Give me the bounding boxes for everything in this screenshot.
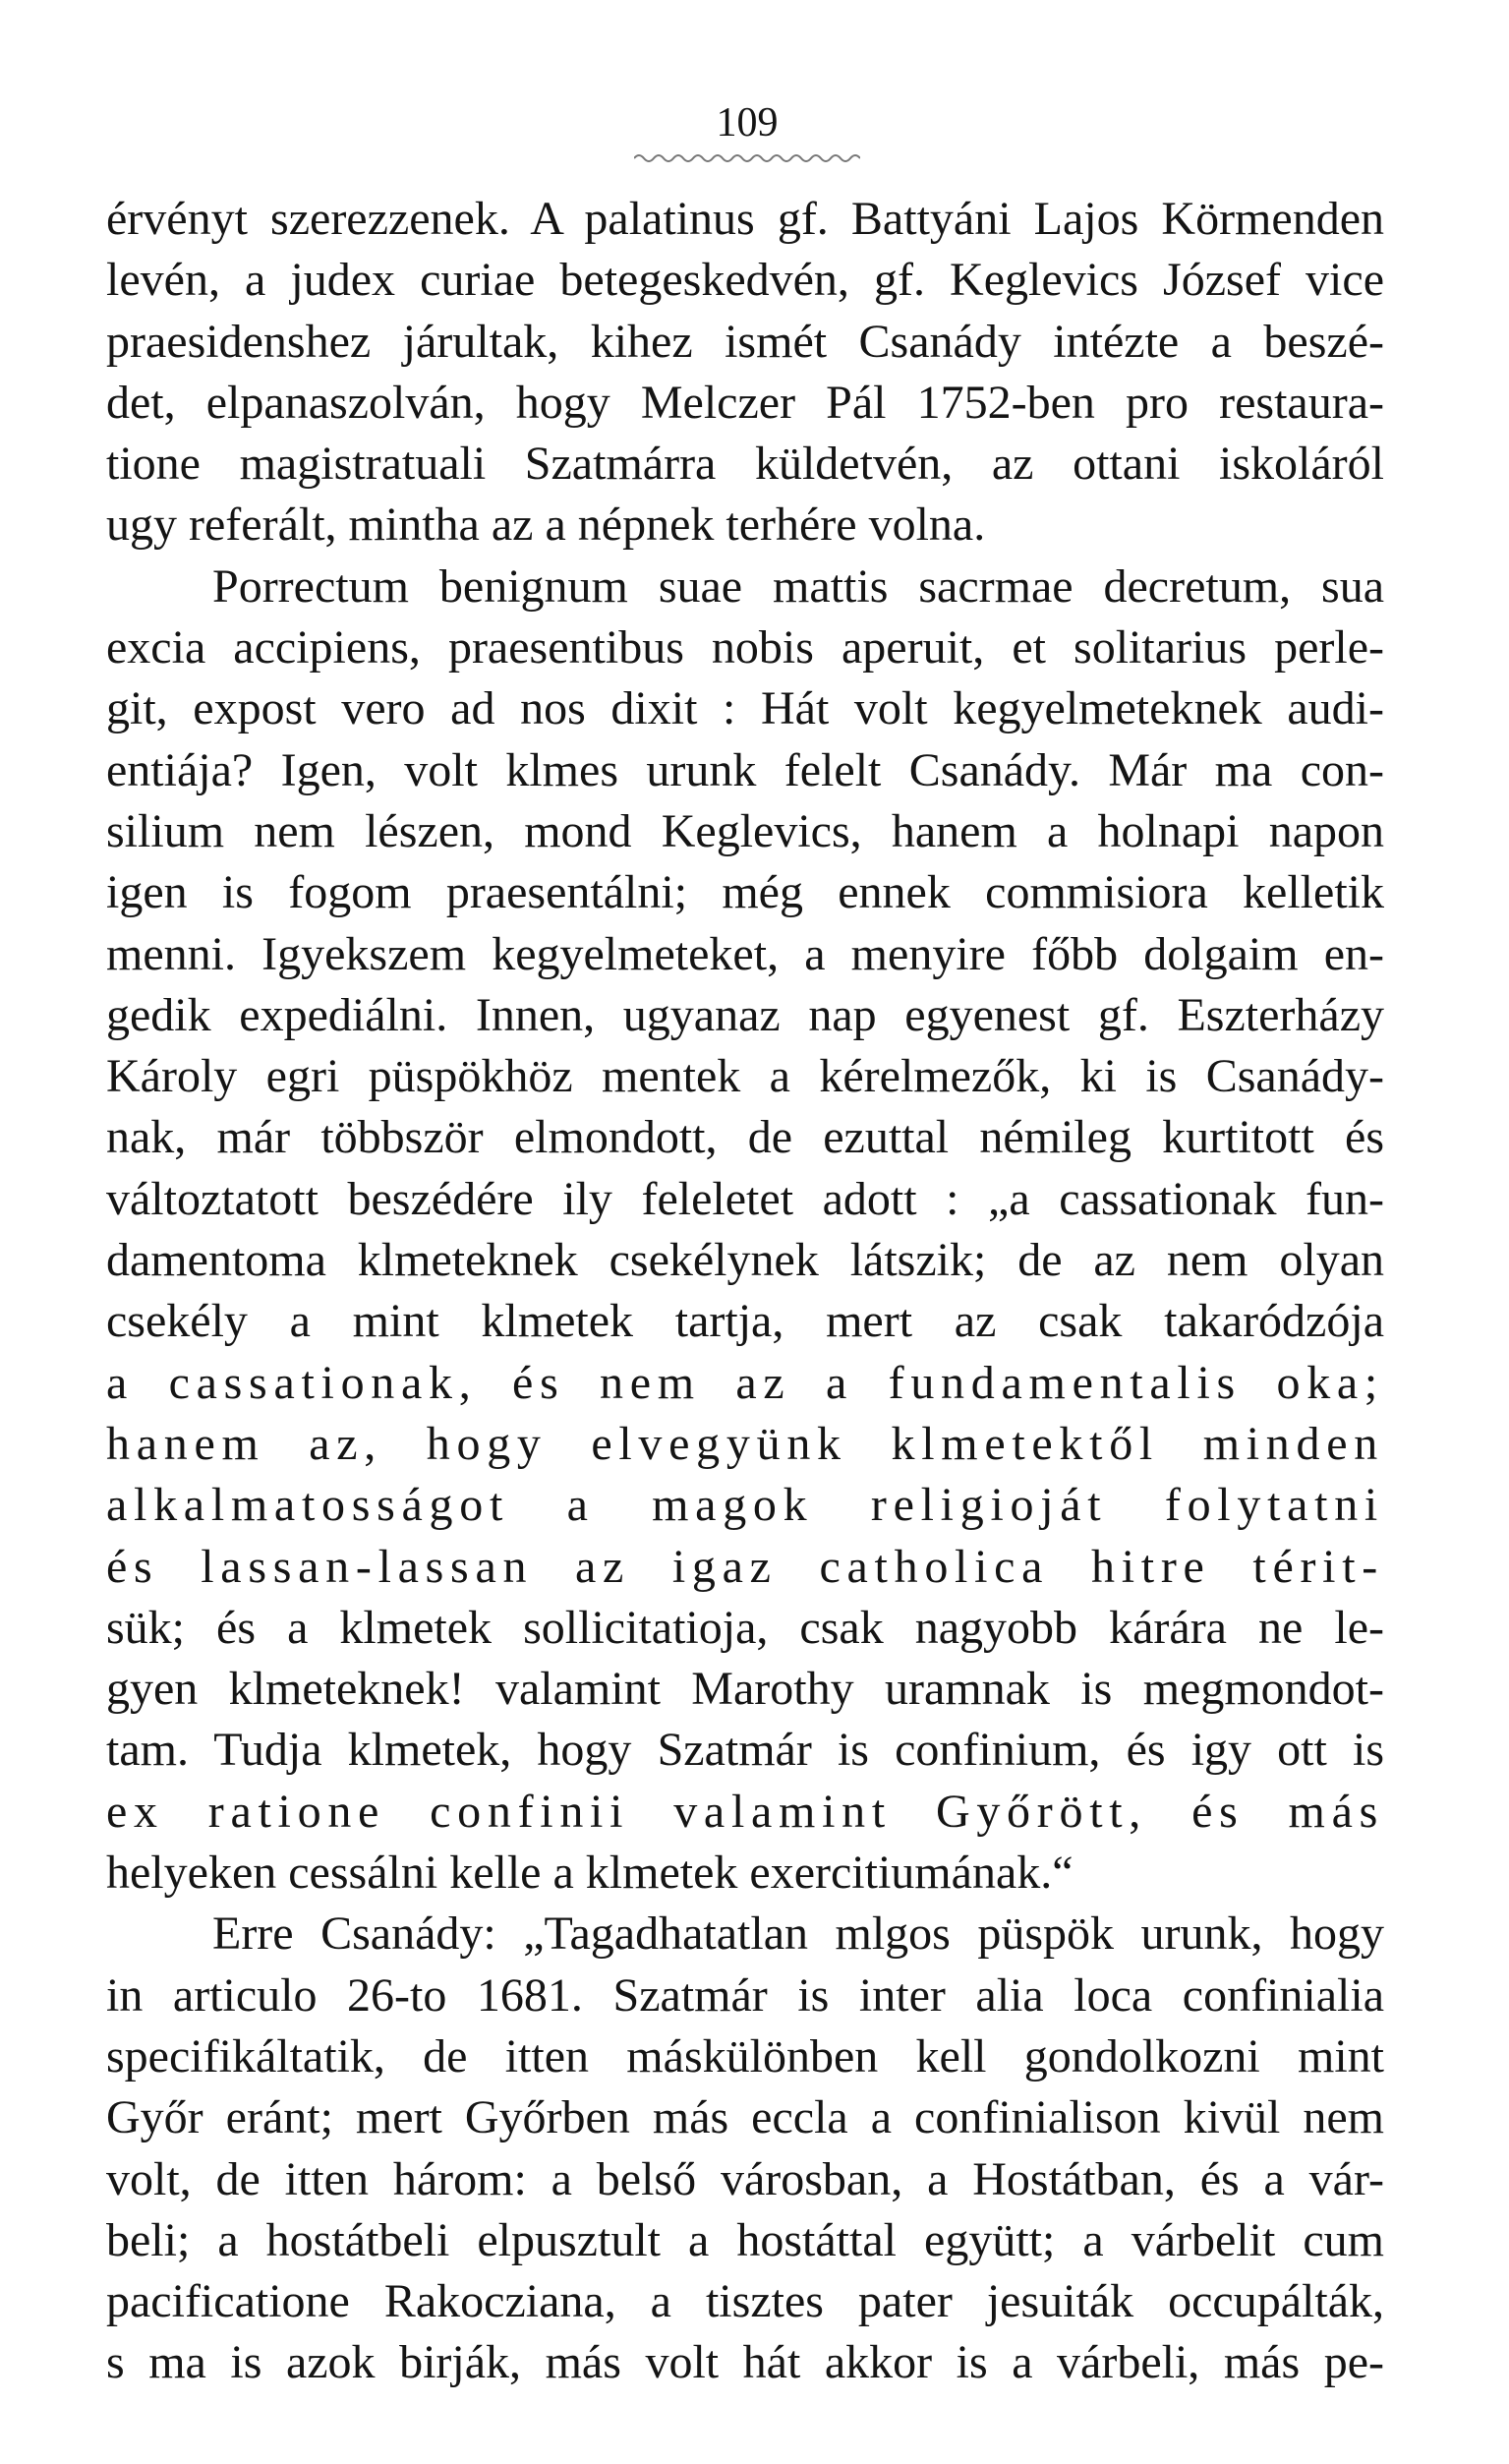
text-line: alkalmatosságot a magok religioját folytatni	[106, 1479, 1384, 1532]
text-line: sük; és a klmetek sollicitatioja, csak nagyobb kárára ne le-	[106, 1601, 1384, 1654]
text-line: pacificatione Rakocziana, a tisztes pater jesuiták occupálták,	[106, 2275, 1384, 2328]
text-line: ex ratione confinii valamint Győrött, és más	[106, 1785, 1384, 1838]
text-line: tam. Tudja klmetek, hogy Szatmár is confinium, és igy ott is	[106, 1724, 1384, 1777]
text-line: menni. Igyekszem kegyelmeteket, a menyire főbb dolgaim en-	[106, 927, 1384, 980]
text-line: excia accipiens, praesentibus nobis aperuit, et solitarius perle-	[106, 621, 1384, 675]
text-line: tione magistratuali Szatmárra küldetvén, az ottani iskoláról	[106, 438, 1384, 491]
text-line: igen is fogom praesentálni; még ennek commisiora kelletik	[106, 866, 1384, 919]
text-line: Károly egri püspökhöz mentek a kérelmezők, ki is Csanády-	[106, 1050, 1384, 1103]
body-text	[106, 189, 1384, 2394]
text-line: érvényt szerezzenek. A palatinus gf. Battyáni Lajos Körmenden	[106, 193, 1384, 245]
text-line: és lassan-lassan az igaz catholica hitre térit-	[106, 1540, 1384, 1593]
text-line: Erre Csanády: „Tagadhatatlan mlgos püspök urunk, hogy	[212, 1907, 1384, 1961]
text-line: beli; a hostátbeli elpusztult a hostáttal együtt; a várbelit cum	[106, 2213, 1384, 2266]
text-line: levén, a judex curiae betegeskedvén, gf. Keglevics József vice	[106, 254, 1384, 307]
text-line: csekély a mint klmetek tartja, mert az csak takaródzója	[106, 1295, 1384, 1348]
text-line: in articulo 26-to 1681. Szatmár is inter alia loca confinialia	[106, 1968, 1384, 2022]
text-line: gedik expediálni. Innen, ugyanaz nap egyenest gf. Eszterházy	[106, 988, 1384, 1041]
text-line: Porrectum benignum suae mattis sacrmae decretum, sua	[212, 559, 1384, 613]
text-line: specifikáltatik, de itten máskülönben kell gondolkozni mint	[106, 2029, 1384, 2083]
text-line: git, expost vero ad nos dixit : Hát volt kegyelmeteknek audi-	[106, 682, 1384, 735]
text-line: s ma is azok birják, más volt hát akkor is a várbeli, más pe-	[106, 2336, 1384, 2389]
wavy-rule-ornament	[634, 151, 860, 165]
text-line: entiája? Igen, volt klmes urunk felelt Csanády. Már ma con-	[106, 743, 1384, 796]
text-line: damentoma klmeteknek csekélynek látszik; de az nem olyan	[106, 1234, 1384, 1287]
text-line: det, elpanaszolván, hogy Melczer Pál 1752-ben pro restaura-	[106, 376, 1384, 429]
text-line: hanem az, hogy elvegyünk klmetektől minden	[106, 1417, 1384, 1470]
text-line: nak, már többször elmondott, de ezuttal némileg kurtitott és	[106, 1111, 1384, 1164]
text-line: gyen klmeteknek! valamint Marothy uramnak is megmondot-	[106, 1663, 1384, 1716]
text-line: változtatott beszédére ily feleletet adott : „a cassationak fun-	[106, 1172, 1384, 1225]
page-number: 109	[716, 100, 779, 146]
text-line: volt, de itten három: a belső városban, a Hostátban, és a vár-	[106, 2152, 1384, 2205]
text-line: helyeken cessálni kelle a klmetek exercitiumának.“	[106, 1847, 1074, 1900]
text-line: praesidenshez járultak, kihez ismét Csanády intézte a beszé-	[106, 315, 1384, 368]
text-line: Győr eránt; mert Győrben más eccla a confinialison kivül nem	[106, 2091, 1384, 2144]
text-line: silium nem lészen, mond Keglevics, hanem a holnapi napon	[106, 804, 1384, 857]
text-line: a cassationak, és nem az a fundamentalis oka;	[106, 1356, 1384, 1409]
text-line: ugy referált, mintha az a népnek terhére volna.	[106, 499, 986, 552]
